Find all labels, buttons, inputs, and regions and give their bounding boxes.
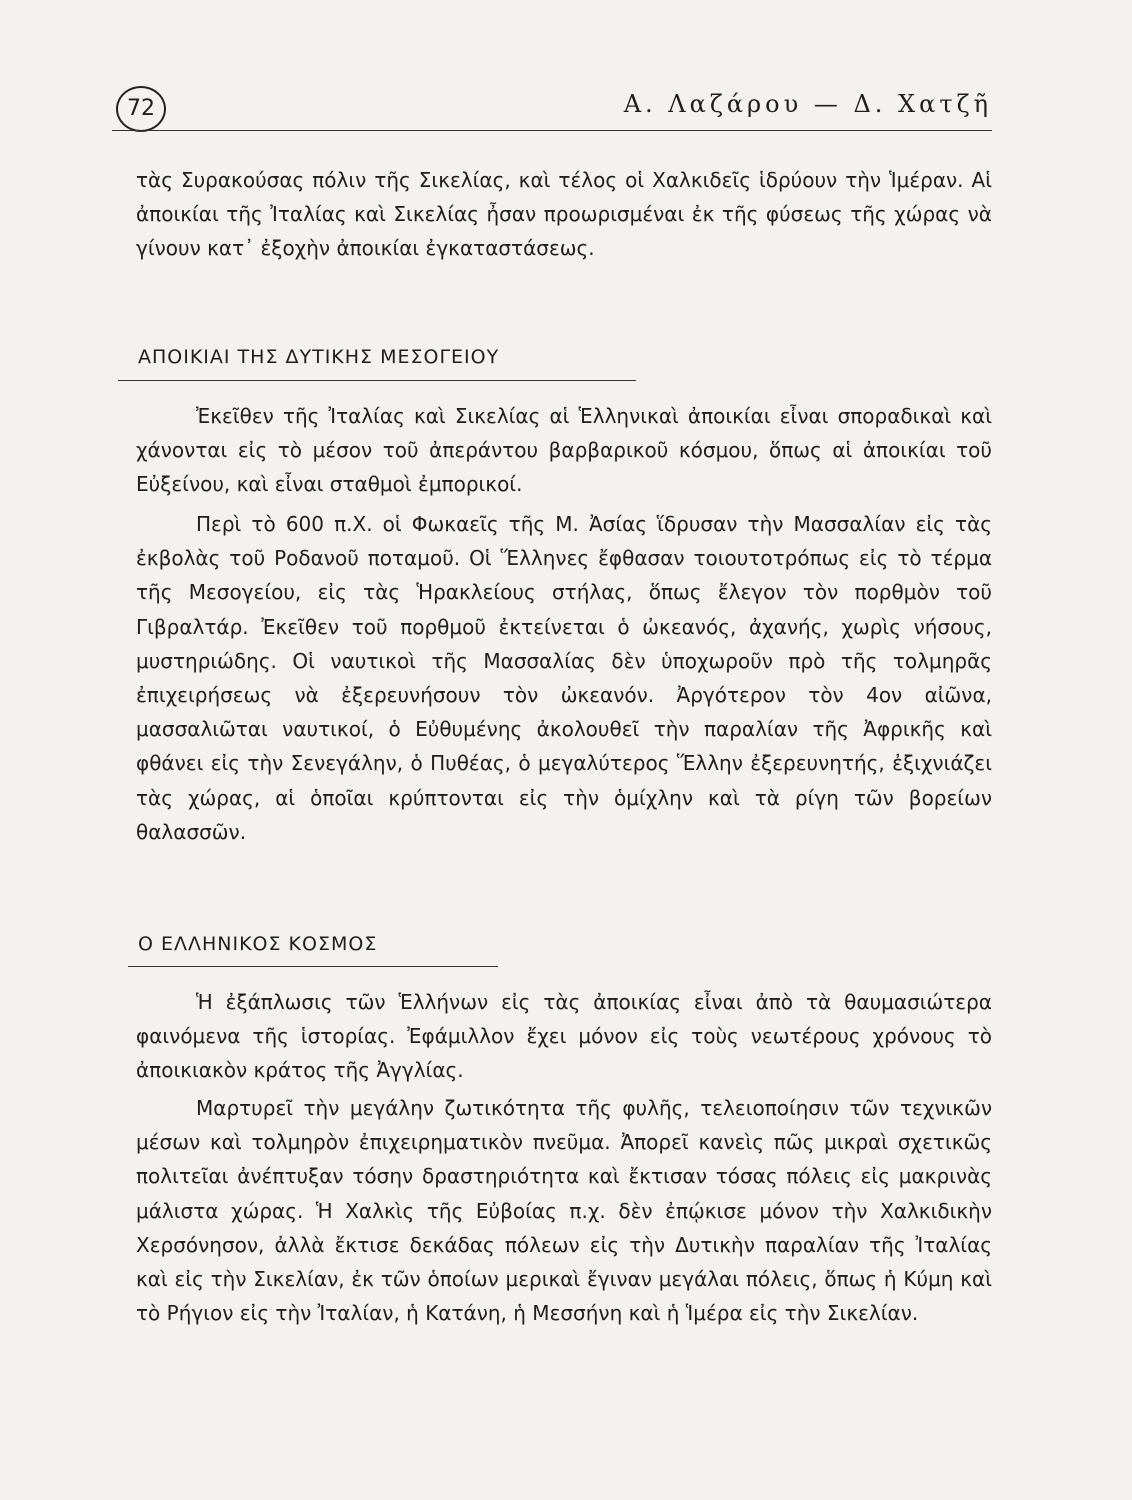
running-head: Α. Λαζάρου — Δ. Χατζῆ (623, 90, 992, 118)
header-rule (112, 130, 992, 131)
paragraph-1: τὰς Συρακούσας πόλιν τῆς Σικελίας, καὶ τέλος οἱ Χαλκιδεῖς ἱδρύουν τὴν Ἱμέραν. Αἱ ἀποικίαι τῆς Ἰταλίας καὶ Σικελίας ἦσαν προωρισμέναι ἐκ τῆς φύσεως τῆς χώρας νὰ γίνουν κατ᾽ ἐξοχὴν ἀποικίαι ἐγκαταστάσεως. (136, 168, 992, 261)
paragraph-5: Μαρτυρεῖ τὴν μεγάλην ζωτικότητα τῆς φυλῆς, τελειοποίησιν τῶν τεχνικῶν μέσων καὶ τολμηρὸν ἐπιχειρηματικὸν πνεῦμα. Ἀπορεῖ κανεὶς πῶς μικραὶ σχετικῶς πολιτεῖαι ἀνέπτυξαν τόσην δραστηριότητα καὶ ἔκτισαν τόσας πόλεις εἰς μακρινὰς μάλιστα χώρας. Ἡ Χαλκὶς τῆς Εὐβοίας π.χ. δὲν ἐπῴκισε μόνον τὴν Χαλκιδικὴν Χερσόνησον, ἀλλὰ ἔκτισε δεκάδας πόλεων εἰς τὴν Δυτικὴν παραλίαν τῆς Ἰταλίας καὶ εἰς τὴν Σικελίαν, ἐκ τῶν ὁποίων μερικαὶ ἔγιναν μεγάλαι πόλεις, ὅπως ἡ Κύμη καὶ τὸ Ρήγιον εἰς τὴν Ἰταλίαν, ἡ Κατάνη, ἡ Μεσσήνη καὶ ἡ Ἱμέρα εἰς τὴν Σικελίαν. (136, 1096, 992, 1326)
paragraph-2: Ἐκεῖθεν τῆς Ἰταλίας καὶ Σικελίας αἱ Ἑλληνικαὶ ἀποικίαι εἶναι σποραδικαὶ καὶ χάνονται εἰς τὸ μέσον τοῦ ἀπεράντου βαρβαρικοῦ κόσμου, ὅπως αἱ ἀποικίαι τοῦ Εὐξείνου, καὶ εἶναι σταθμοὶ ἐμπορικοί. (136, 404, 992, 497)
section-rule-1 (118, 380, 636, 381)
page-number: 72 (116, 86, 166, 132)
section-heading-greek-world: Ο ΕΛΛΗΝΙΚΟΣ ΚΟΣΜΟΣ (138, 933, 378, 955)
section-rule-2 (128, 966, 498, 967)
paragraph-3: Περὶ τὸ 600 π.Χ. οἱ Φωκαεῖς τῆς Μ. Ἀσίας ἵδρυσαν τὴν Μασσαλίαν εἰς τὰς ἐκβολὰς τοῦ Ροδανοῦ ποταμοῦ. Οἱ Ἕλληνες ἔφθασαν τοιουτοτρόπως εἰς τὸ τέρμα τῆς Μεσογείου, εἰς τὰς Ἡρακλείους στήλας, ὅπως ἔλεγον τὸν πορθμὸν τοῦ Γιβραλτάρ. Ἐκεῖθεν τοῦ πορθμοῦ ἐκτείνεται ὁ ὠκεανός, ἀχανής, χωρὶς νήσους, μυστηριώδης. Οἱ ναυτικοὶ τῆς Μασσαλίας δὲν ὑποχωροῦν πρὸ τῆς τολμηρᾶς ἐπιχειρήσεως νὰ ἐξερευνήσουν τὸν ὠκεανόν. Ἀργότερον τὸν 4ον αἰῶνα, μασσαλιῶται ναυτικοί, ὁ Εὐθυμένης ἀκολουθεῖ τὴν παραλίαν τῆς Ἀφρικῆς καὶ φθάνει εἰς τὴν Σενεγάλην, ὁ Πυθέας, ὁ μεγαλύτερος Ἕλλην ἐξερευνητής, ἐξιχνιάζει τὰς χώρας, αἱ ὁποῖαι κρύπτονται εἰς τὴν ὁμίχλην καὶ τὰ ρίγη τῶν βορείων θαλασσῶν. (136, 512, 992, 844)
paragraph-4: Ἡ ἐξάπλωσις τῶν Ἑλλήνων εἰς τὰς ἀποικίας εἶναι ἀπὸ τὰ θαυμασιώτερα φαινόμενα τῆς ἱστορίας. Ἐφάμιλλον ἔχει μόνον εἰς τοὺς νεωτέρους χρόνους τὸ ἀποικιακὸν κράτος τῆς Ἀγγλίας. (136, 990, 992, 1083)
page-header (112, 82, 992, 134)
section-heading-western-colonies: ΑΠΟΙΚΙΑΙ ΤΗΣ ΔΥΤΙΚΗΣ ΜΕΣΟΓΕΙΟΥ (138, 346, 500, 368)
